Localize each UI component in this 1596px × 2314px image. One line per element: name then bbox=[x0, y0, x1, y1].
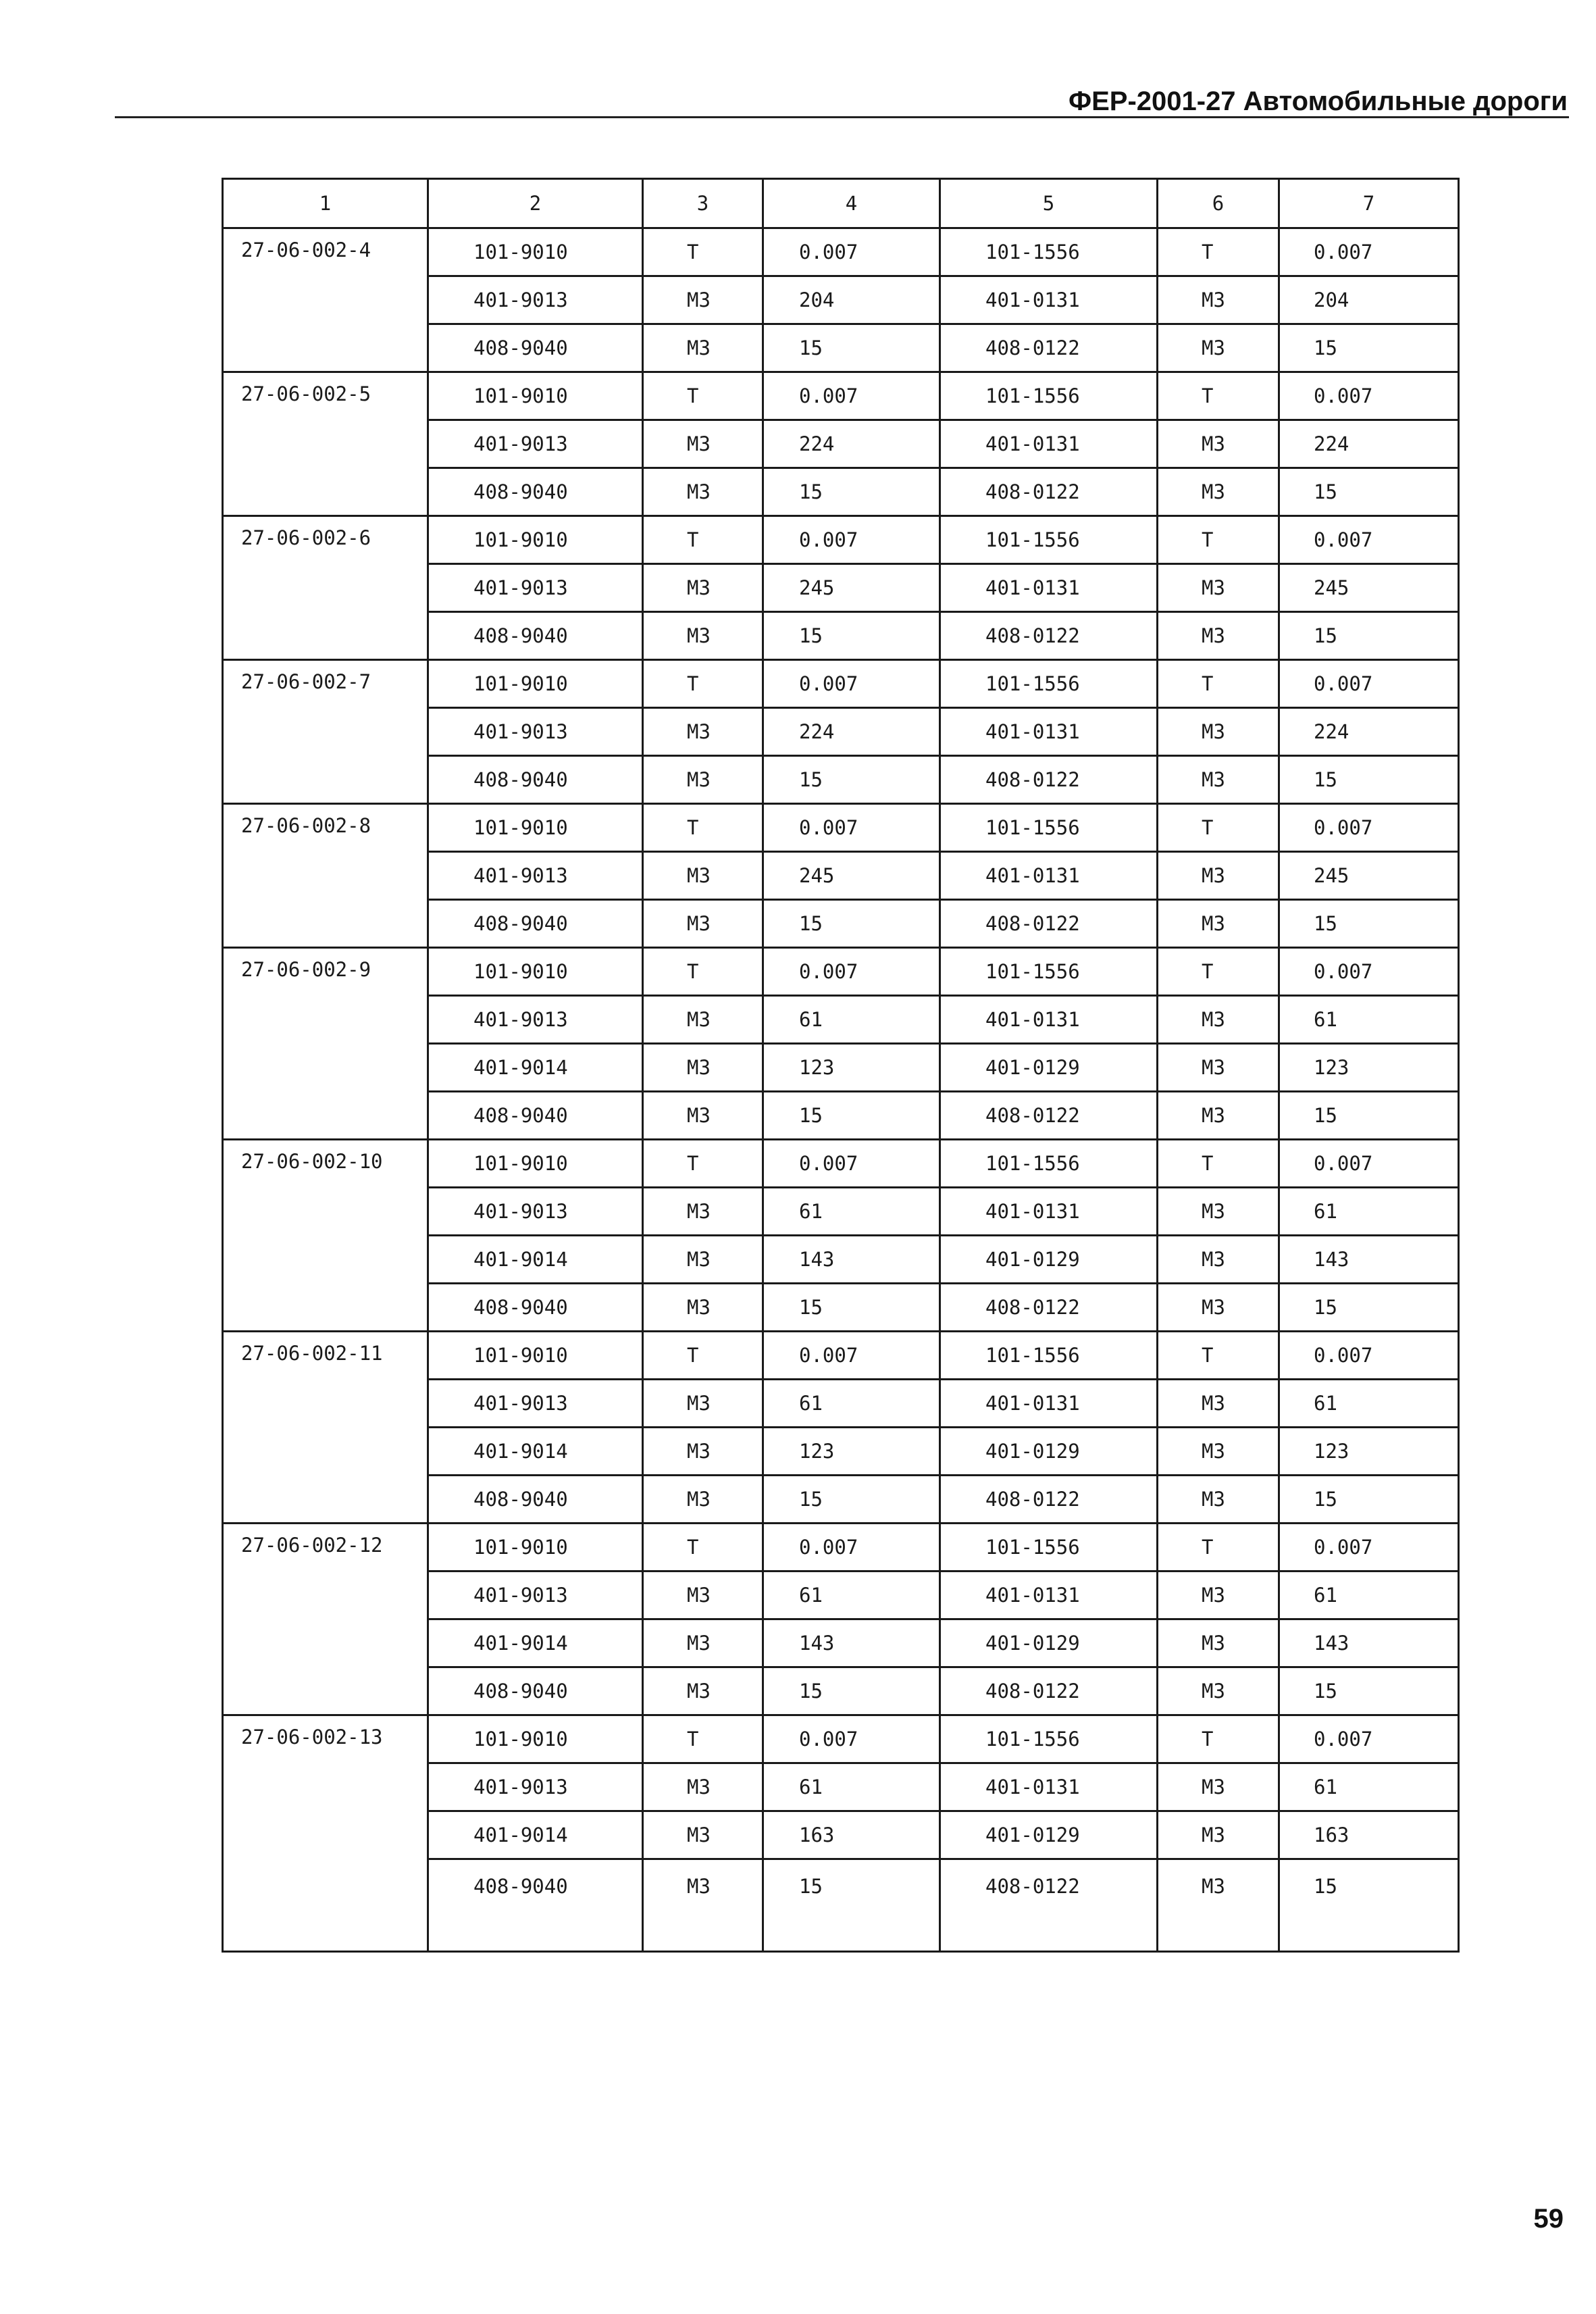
unit-cell: Т bbox=[643, 1524, 763, 1571]
unit-cell: М3 bbox=[643, 564, 763, 612]
quantity-cell: 123 bbox=[763, 1428, 940, 1476]
replacement-unit-cell: М3 bbox=[1158, 1859, 1279, 1952]
header-rule bbox=[115, 116, 1569, 118]
replacement-unit-cell: Т bbox=[1158, 1715, 1279, 1763]
resource-code-cell: 408-9040 bbox=[428, 612, 643, 660]
replacement-unit-cell: Т bbox=[1158, 804, 1279, 852]
replacement-code-cell: 408-0122 bbox=[940, 612, 1158, 660]
resource-code-cell: 401-9013 bbox=[428, 852, 643, 900]
replacement-quantity-cell: 204 bbox=[1279, 276, 1459, 324]
replacement-unit-cell: М3 bbox=[1158, 1284, 1279, 1332]
replacement-unit-cell: М3 bbox=[1158, 1476, 1279, 1524]
quantity-cell: 204 bbox=[763, 276, 940, 324]
table-row bbox=[223, 1715, 1459, 1763]
replacement-unit-cell: М3 bbox=[1158, 468, 1279, 516]
unit-cell: Т bbox=[643, 516, 763, 564]
quantity-cell: 0.007 bbox=[763, 660, 940, 708]
unit-cell: Т bbox=[643, 372, 763, 420]
replacement-unit-cell: М3 bbox=[1158, 612, 1279, 660]
norm-code-cell: 27-06-002-13 bbox=[223, 1715, 428, 1952]
norm-code-cell: 27-06-002-9 bbox=[223, 948, 428, 1140]
replacement-unit-cell: М3 bbox=[1158, 324, 1279, 372]
replacement-quantity-cell: 245 bbox=[1279, 852, 1459, 900]
replacement-quantity-cell: 15 bbox=[1279, 1092, 1459, 1140]
replacement-code-cell: 101-1556 bbox=[940, 660, 1158, 708]
quantity-cell: 15 bbox=[763, 756, 940, 804]
replacement-code-cell: 401-0131 bbox=[940, 1763, 1158, 1811]
unit-cell: М3 bbox=[643, 1571, 763, 1619]
replacement-unit-cell: М3 bbox=[1158, 756, 1279, 804]
quantity-cell: 163 bbox=[763, 1811, 940, 1859]
resource-code-cell: 401-9013 bbox=[428, 1571, 643, 1619]
replacement-unit-cell: М3 bbox=[1158, 1236, 1279, 1284]
replacement-code-cell: 101-1556 bbox=[940, 516, 1158, 564]
replacement-unit-cell: М3 bbox=[1158, 1188, 1279, 1236]
resource-code-cell: 101-9010 bbox=[428, 1140, 643, 1188]
unit-cell: М3 bbox=[643, 1667, 763, 1715]
resource-code-cell: 408-9040 bbox=[428, 324, 643, 372]
resource-code-cell: 101-9010 bbox=[428, 1524, 643, 1571]
column-header: 6 bbox=[1158, 179, 1279, 228]
resource-code-cell: 401-9014 bbox=[428, 1236, 643, 1284]
resource-code-cell: 408-9040 bbox=[428, 1667, 643, 1715]
replacement-quantity-cell: 0.007 bbox=[1279, 1715, 1459, 1763]
unit-cell: М3 bbox=[643, 852, 763, 900]
replacement-quantity-cell: 0.007 bbox=[1279, 516, 1459, 564]
replacement-quantity-cell: 15 bbox=[1279, 756, 1459, 804]
unit-cell: М3 bbox=[643, 324, 763, 372]
replacement-unit-cell: М3 bbox=[1158, 1763, 1279, 1811]
unit-cell: М3 bbox=[643, 276, 763, 324]
replacement-code-cell: 408-0122 bbox=[940, 324, 1158, 372]
replacement-unit-cell: Т bbox=[1158, 948, 1279, 996]
column-header: 5 bbox=[940, 179, 1158, 228]
replacement-quantity-cell: 0.007 bbox=[1279, 1524, 1459, 1571]
replacement-unit-cell: Т bbox=[1158, 1524, 1279, 1571]
replacement-code-cell: 401-0129 bbox=[940, 1044, 1158, 1092]
replacement-code-cell: 101-1556 bbox=[940, 372, 1158, 420]
resource-code-cell: 401-9014 bbox=[428, 1428, 643, 1476]
replacement-quantity-cell: 123 bbox=[1279, 1044, 1459, 1092]
replacement-code-cell: 401-0131 bbox=[940, 708, 1158, 756]
resource-code-cell: 401-9013 bbox=[428, 1763, 643, 1811]
resource-code-cell: 408-9040 bbox=[428, 1092, 643, 1140]
replacement-quantity-cell: 224 bbox=[1279, 708, 1459, 756]
table-row bbox=[223, 804, 1459, 852]
resource-code-cell: 101-9010 bbox=[428, 228, 643, 276]
quantity-cell: 0.007 bbox=[763, 1715, 940, 1763]
replacement-code-cell: 408-0122 bbox=[940, 1476, 1158, 1524]
norm-code-cell: 27-06-002-5 bbox=[223, 372, 428, 516]
quantity-cell: 15 bbox=[763, 1667, 940, 1715]
quantity-cell: 15 bbox=[763, 1284, 940, 1332]
replacement-unit-cell: Т bbox=[1158, 228, 1279, 276]
column-header: 1 bbox=[223, 179, 428, 228]
unit-cell: Т bbox=[643, 1715, 763, 1763]
replacement-code-cell: 401-0131 bbox=[940, 420, 1158, 468]
replacement-code-cell: 101-1556 bbox=[940, 1715, 1158, 1763]
replacement-code-cell: 401-0129 bbox=[940, 1236, 1158, 1284]
quantity-cell: 15 bbox=[763, 900, 940, 948]
quantity-cell: 61 bbox=[763, 1571, 940, 1619]
quantity-cell: 15 bbox=[763, 1859, 940, 1952]
quantity-cell: 15 bbox=[763, 1092, 940, 1140]
quantity-cell: 0.007 bbox=[763, 804, 940, 852]
replacement-unit-cell: М3 bbox=[1158, 900, 1279, 948]
norm-code-cell: 27-06-002-7 bbox=[223, 660, 428, 804]
replacement-code-cell: 401-0131 bbox=[940, 1571, 1158, 1619]
replacement-unit-cell: М3 bbox=[1158, 1380, 1279, 1428]
replacement-code-cell: 408-0122 bbox=[940, 1667, 1158, 1715]
replacement-code-cell: 401-0129 bbox=[940, 1428, 1158, 1476]
unit-cell: М3 bbox=[643, 1811, 763, 1859]
quantity-cell: 61 bbox=[763, 1763, 940, 1811]
unit-cell: М3 bbox=[643, 900, 763, 948]
norm-code-cell: 27-06-002-10 bbox=[223, 1140, 428, 1332]
replacement-unit-cell: М3 bbox=[1158, 1044, 1279, 1092]
quantity-cell: 15 bbox=[763, 1476, 940, 1524]
replacement-unit-cell: М3 bbox=[1158, 1092, 1279, 1140]
resource-norms-table bbox=[222, 178, 1460, 1953]
replacement-quantity-cell: 143 bbox=[1279, 1236, 1459, 1284]
replacement-code-cell: 401-0131 bbox=[940, 1188, 1158, 1236]
replacement-code-cell: 101-1556 bbox=[940, 1524, 1158, 1571]
quantity-cell: 15 bbox=[763, 468, 940, 516]
replacement-quantity-cell: 163 bbox=[1279, 1811, 1459, 1859]
replacement-code-cell: 408-0122 bbox=[940, 1092, 1158, 1140]
replacement-code-cell: 408-0122 bbox=[940, 900, 1158, 948]
column-number-row bbox=[223, 179, 1459, 228]
quantity-cell: 61 bbox=[763, 1188, 940, 1236]
resource-code-cell: 401-9014 bbox=[428, 1044, 643, 1092]
replacement-code-cell: 401-0129 bbox=[940, 1619, 1158, 1667]
replacement-code-cell: 101-1556 bbox=[940, 948, 1158, 996]
resource-code-cell: 408-9040 bbox=[428, 1859, 643, 1952]
replacement-quantity-cell: 15 bbox=[1279, 900, 1459, 948]
replacement-unit-cell: М3 bbox=[1158, 708, 1279, 756]
resource-code-cell: 101-9010 bbox=[428, 1332, 643, 1380]
quantity-cell: 15 bbox=[763, 612, 940, 660]
replacement-unit-cell: М3 bbox=[1158, 1428, 1279, 1476]
unit-cell: М3 bbox=[643, 1236, 763, 1284]
replacement-code-cell: 401-0131 bbox=[940, 996, 1158, 1044]
replacement-quantity-cell: 15 bbox=[1279, 1667, 1459, 1715]
quantity-cell: 143 bbox=[763, 1236, 940, 1284]
quantity-cell: 61 bbox=[763, 1380, 940, 1428]
column-header: 2 bbox=[428, 179, 643, 228]
table-body bbox=[223, 179, 1459, 1952]
replacement-unit-cell: М3 bbox=[1158, 420, 1279, 468]
unit-cell: Т bbox=[643, 1140, 763, 1188]
replacement-code-cell: 401-0129 bbox=[940, 1811, 1158, 1859]
resource-code-cell: 101-9010 bbox=[428, 1715, 643, 1763]
replacement-code-cell: 401-0131 bbox=[940, 564, 1158, 612]
quantity-cell: 245 bbox=[763, 564, 940, 612]
resource-code-cell: 401-9013 bbox=[428, 420, 643, 468]
replacement-quantity-cell: 0.007 bbox=[1279, 228, 1459, 276]
resource-code-cell: 101-9010 bbox=[428, 804, 643, 852]
unit-cell: М3 bbox=[643, 756, 763, 804]
replacement-quantity-cell: 61 bbox=[1279, 1763, 1459, 1811]
replacement-unit-cell: М3 bbox=[1158, 1667, 1279, 1715]
page-number: 59 bbox=[1533, 2204, 1564, 2234]
resource-code-cell: 101-9010 bbox=[428, 660, 643, 708]
norm-code-cell: 27-06-002-8 bbox=[223, 804, 428, 948]
quantity-cell: 123 bbox=[763, 1044, 940, 1092]
replacement-unit-cell: Т bbox=[1158, 516, 1279, 564]
column-header: 4 bbox=[763, 179, 940, 228]
unit-cell: М3 bbox=[643, 996, 763, 1044]
replacement-quantity-cell: 143 bbox=[1279, 1619, 1459, 1667]
replacement-quantity-cell: 123 bbox=[1279, 1428, 1459, 1476]
replacement-quantity-cell: 0.007 bbox=[1279, 1140, 1459, 1188]
table-row bbox=[223, 1332, 1459, 1380]
replacement-unit-cell: М3 bbox=[1158, 1811, 1279, 1859]
replacement-unit-cell: М3 bbox=[1158, 852, 1279, 900]
unit-cell: М3 bbox=[643, 1092, 763, 1140]
replacement-quantity-cell: 15 bbox=[1279, 612, 1459, 660]
quantity-cell: 0.007 bbox=[763, 516, 940, 564]
resource-code-cell: 401-9013 bbox=[428, 708, 643, 756]
column-header: 3 bbox=[643, 179, 763, 228]
unit-cell: М3 bbox=[643, 1763, 763, 1811]
unit-cell: Т bbox=[643, 1332, 763, 1380]
resource-code-cell: 401-9013 bbox=[428, 996, 643, 1044]
replacement-quantity-cell: 0.007 bbox=[1279, 804, 1459, 852]
quantity-cell: 0.007 bbox=[763, 228, 940, 276]
unit-cell: Т bbox=[643, 948, 763, 996]
replacement-quantity-cell: 61 bbox=[1279, 996, 1459, 1044]
resource-code-cell: 408-9040 bbox=[428, 1284, 643, 1332]
replacement-code-cell: 401-0131 bbox=[940, 852, 1158, 900]
replacement-unit-cell: М3 bbox=[1158, 1619, 1279, 1667]
norm-code-cell: 27-06-002-12 bbox=[223, 1524, 428, 1715]
column-header: 7 bbox=[1279, 179, 1459, 228]
replacement-unit-cell: Т bbox=[1158, 1140, 1279, 1188]
quantity-cell: 0.007 bbox=[763, 1140, 940, 1188]
replacement-unit-cell: Т bbox=[1158, 372, 1279, 420]
replacement-quantity-cell: 15 bbox=[1279, 468, 1459, 516]
replacement-quantity-cell: 15 bbox=[1279, 324, 1459, 372]
norm-code-cell: 27-06-002-11 bbox=[223, 1332, 428, 1524]
table-row bbox=[223, 948, 1459, 996]
replacement-code-cell: 408-0122 bbox=[940, 1284, 1158, 1332]
page-header-title: ФЕР-2001-27 Автомобильные дороги bbox=[1068, 86, 1568, 116]
resource-code-cell: 408-9040 bbox=[428, 1476, 643, 1524]
resource-code-cell: 408-9040 bbox=[428, 468, 643, 516]
replacement-code-cell: 101-1556 bbox=[940, 228, 1158, 276]
replacement-quantity-cell: 0.007 bbox=[1279, 1332, 1459, 1380]
unit-cell: М3 bbox=[643, 420, 763, 468]
unit-cell: М3 bbox=[643, 1859, 763, 1952]
replacement-quantity-cell: 0.007 bbox=[1279, 948, 1459, 996]
resource-code-cell: 101-9010 bbox=[428, 948, 643, 996]
quantity-cell: 0.007 bbox=[763, 1332, 940, 1380]
unit-cell: Т bbox=[643, 804, 763, 852]
unit-cell: М3 bbox=[643, 708, 763, 756]
table-row bbox=[223, 516, 1459, 564]
norm-code-cell: 27-06-002-6 bbox=[223, 516, 428, 660]
quantity-cell: 15 bbox=[763, 324, 940, 372]
replacement-quantity-cell: 61 bbox=[1279, 1188, 1459, 1236]
replacement-quantity-cell: 245 bbox=[1279, 564, 1459, 612]
resource-code-cell: 408-9040 bbox=[428, 900, 643, 948]
replacement-unit-cell: М3 bbox=[1158, 564, 1279, 612]
unit-cell: Т bbox=[643, 660, 763, 708]
unit-cell: М3 bbox=[643, 468, 763, 516]
resource-code-cell: 101-9010 bbox=[428, 372, 643, 420]
quantity-cell: 245 bbox=[763, 852, 940, 900]
unit-cell: М3 bbox=[643, 1476, 763, 1524]
replacement-code-cell: 401-0131 bbox=[940, 1380, 1158, 1428]
replacement-unit-cell: Т bbox=[1158, 660, 1279, 708]
quantity-cell: 61 bbox=[763, 996, 940, 1044]
resource-code-cell: 401-9014 bbox=[428, 1619, 643, 1667]
replacement-code-cell: 408-0122 bbox=[940, 756, 1158, 804]
replacement-code-cell: 401-0131 bbox=[940, 276, 1158, 324]
replacement-quantity-cell: 0.007 bbox=[1279, 372, 1459, 420]
unit-cell: М3 bbox=[643, 612, 763, 660]
table-row bbox=[223, 1524, 1459, 1571]
resource-code-cell: 401-9013 bbox=[428, 564, 643, 612]
table-row bbox=[223, 1140, 1459, 1188]
table-row bbox=[223, 228, 1459, 276]
unit-cell: М3 bbox=[643, 1284, 763, 1332]
quantity-cell: 0.007 bbox=[763, 372, 940, 420]
unit-cell: М3 bbox=[643, 1380, 763, 1428]
replacement-unit-cell: Т bbox=[1158, 1332, 1279, 1380]
replacement-unit-cell: М3 bbox=[1158, 276, 1279, 324]
resource-code-cell: 408-9040 bbox=[428, 756, 643, 804]
replacement-quantity-cell: 224 bbox=[1279, 420, 1459, 468]
norm-code-cell: 27-06-002-4 bbox=[223, 228, 428, 372]
resource-code-cell: 401-9013 bbox=[428, 276, 643, 324]
quantity-cell: 0.007 bbox=[763, 1524, 940, 1571]
quantity-cell: 0.007 bbox=[763, 948, 940, 996]
unit-cell: М3 bbox=[643, 1188, 763, 1236]
replacement-unit-cell: М3 bbox=[1158, 1571, 1279, 1619]
quantity-cell: 143 bbox=[763, 1619, 940, 1667]
replacement-quantity-cell: 15 bbox=[1279, 1859, 1459, 1952]
resource-code-cell: 401-9014 bbox=[428, 1811, 643, 1859]
unit-cell: Т bbox=[643, 228, 763, 276]
table-row bbox=[223, 372, 1459, 420]
replacement-code-cell: 408-0122 bbox=[940, 468, 1158, 516]
replacement-code-cell: 101-1556 bbox=[940, 1140, 1158, 1188]
resource-code-cell: 101-9010 bbox=[428, 516, 643, 564]
replacement-quantity-cell: 0.007 bbox=[1279, 660, 1459, 708]
quantity-cell: 224 bbox=[763, 708, 940, 756]
unit-cell: М3 bbox=[643, 1044, 763, 1092]
replacement-unit-cell: М3 bbox=[1158, 996, 1279, 1044]
replacement-quantity-cell: 61 bbox=[1279, 1571, 1459, 1619]
resource-code-cell: 401-9013 bbox=[428, 1188, 643, 1236]
unit-cell: М3 bbox=[643, 1428, 763, 1476]
replacement-code-cell: 408-0122 bbox=[940, 1859, 1158, 1952]
resource-code-cell: 401-9013 bbox=[428, 1380, 643, 1428]
quantity-cell: 224 bbox=[763, 420, 940, 468]
replacement-quantity-cell: 61 bbox=[1279, 1380, 1459, 1428]
replacement-code-cell: 101-1556 bbox=[940, 804, 1158, 852]
table-row bbox=[223, 660, 1459, 708]
unit-cell: М3 bbox=[643, 1619, 763, 1667]
replacement-quantity-cell: 15 bbox=[1279, 1476, 1459, 1524]
replacement-quantity-cell: 15 bbox=[1279, 1284, 1459, 1332]
replacement-code-cell: 101-1556 bbox=[940, 1332, 1158, 1380]
